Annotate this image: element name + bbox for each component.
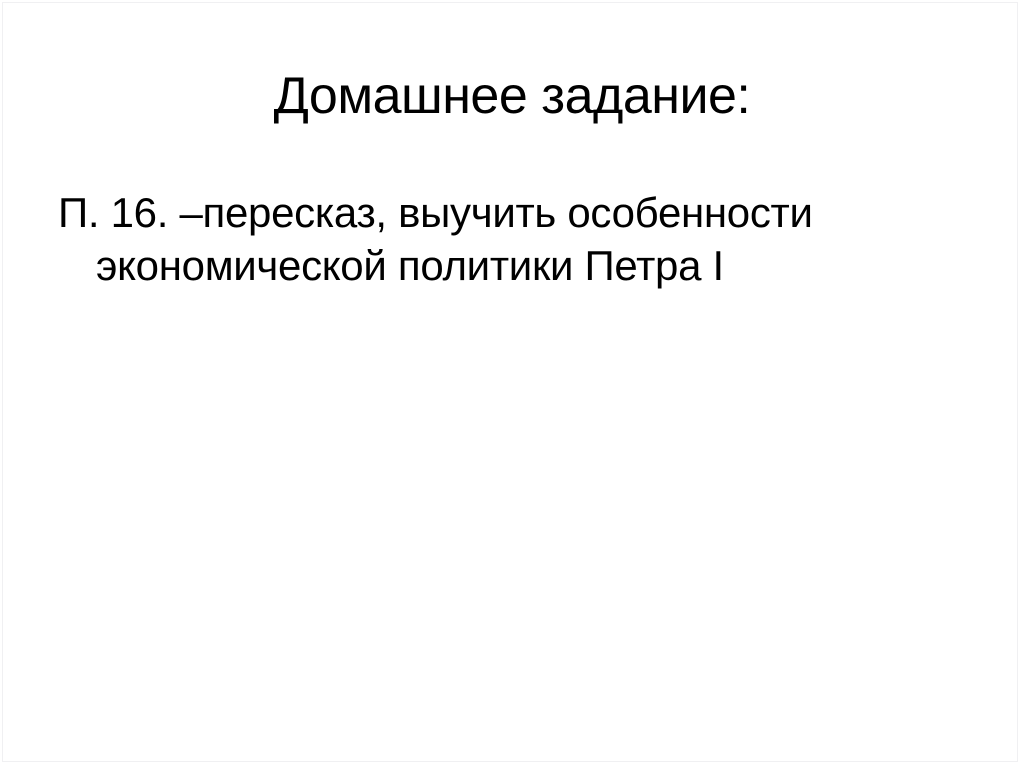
body-text-line-1: П. 16. –пересказ, выучить особенности: [58, 189, 813, 236]
slide-title: Домашнее задание:: [273, 67, 751, 125]
slide-body-text: [58, 186, 978, 292]
body-text-line-2: экономической политики Петра I: [96, 242, 724, 289]
